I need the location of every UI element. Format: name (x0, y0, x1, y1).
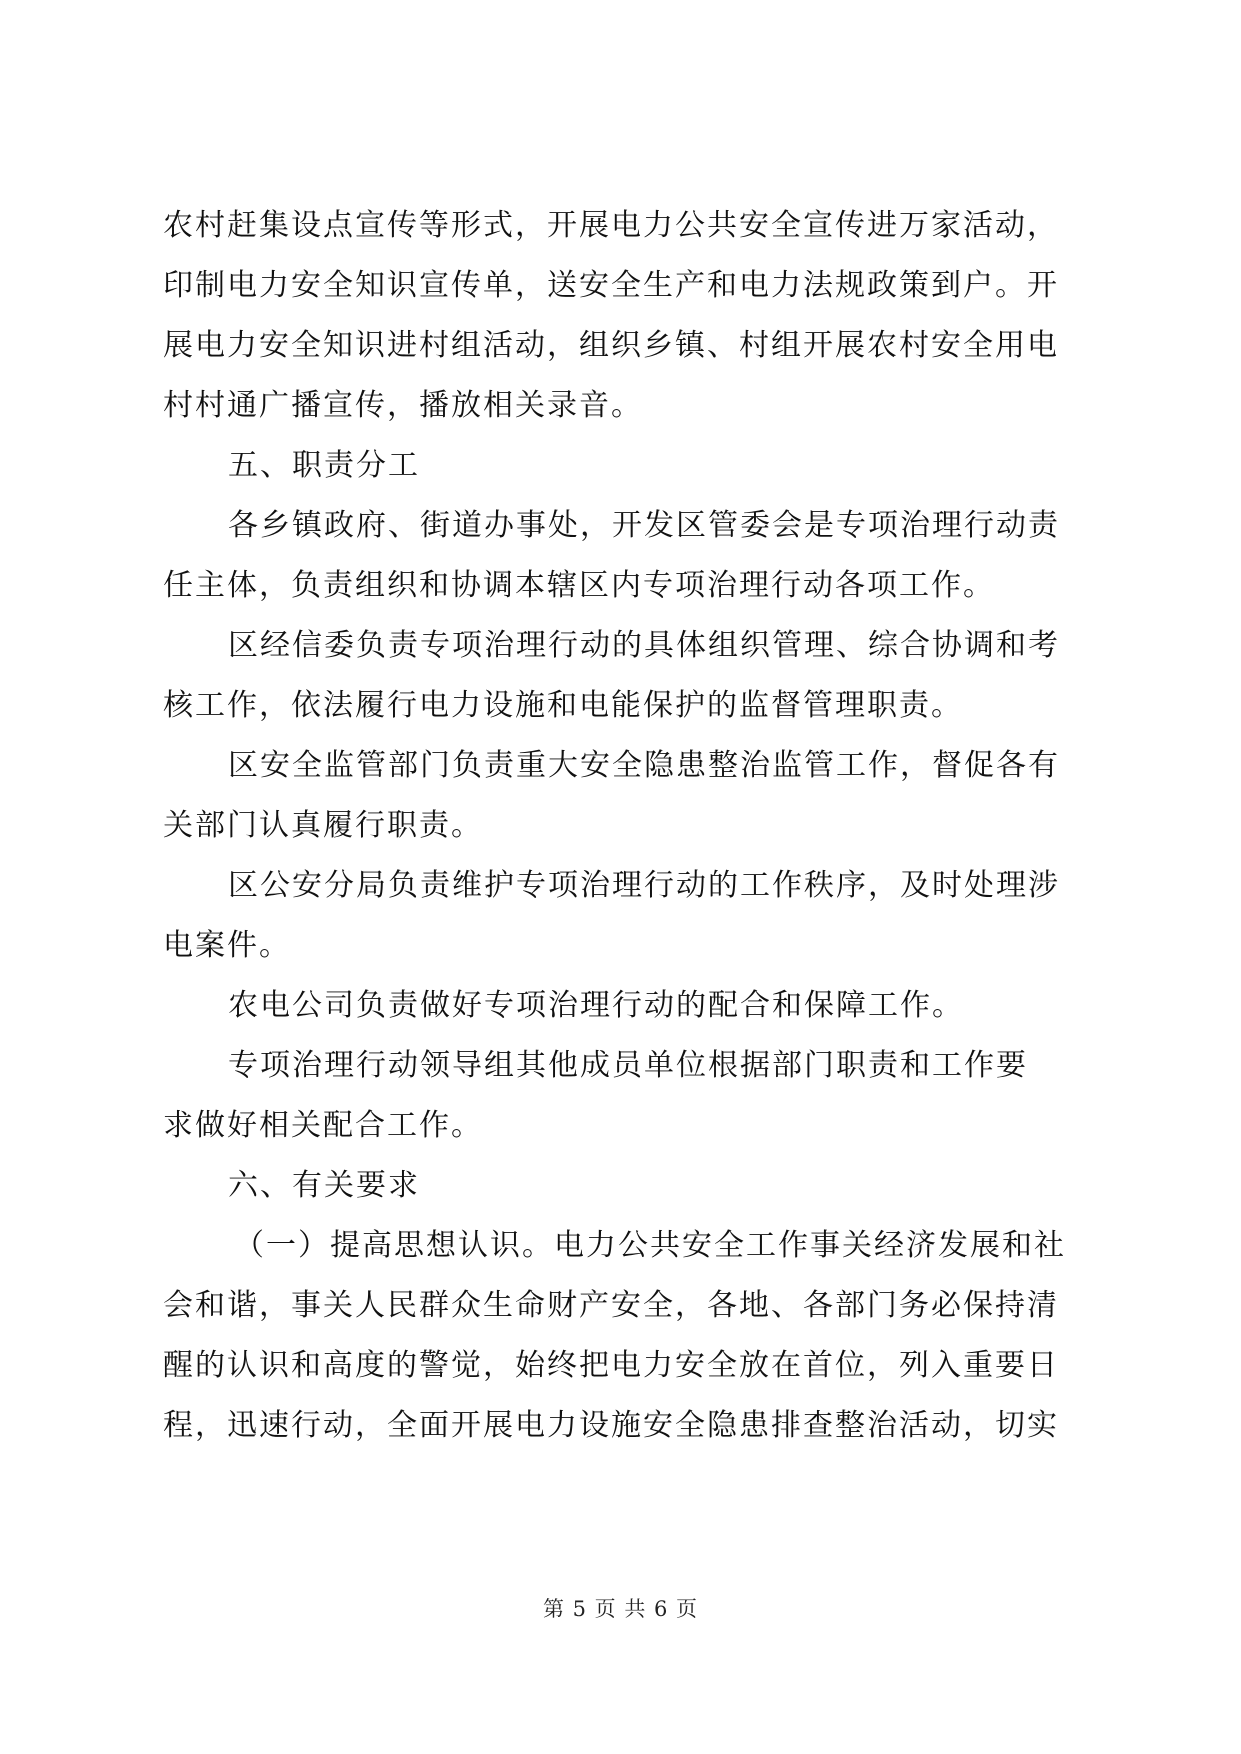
text-line: 专项治理行动领导组其他成员单位根据部门职责和工作要 (228, 1048, 1028, 1083)
text-line: 醒的认识和高度的警觉，始终把电力安全放在首位，列入重要日 (163, 1348, 1059, 1383)
text-line: 电案件。 (163, 928, 291, 963)
text-line: 求做好相关配合工作。 (163, 1108, 483, 1143)
text-line: 区经信委负责专项治理行动的具体组织管理、综合协调和考 (228, 628, 1060, 663)
section-heading: 五、职责分工 (228, 448, 420, 483)
text-line: 展电力安全知识进村组活动，组织乡镇、村组开展农村安全用电 (163, 328, 1059, 363)
text-line: 各乡镇政府、街道办事处，开发区管委会是专项治理行动责 (228, 508, 1060, 543)
text-line: 关部门认真履行职责。 (163, 808, 483, 843)
text-line: 印制电力安全知识宣传单，送安全生产和电力法规政策到户。开 (163, 268, 1059, 303)
text-line: 农电公司负责做好专项治理行动的配合和保障工作。 (228, 988, 964, 1023)
section-heading: 六、有关要求 (228, 1168, 420, 1203)
text-line: 程，迅速行动，全面开展电力设施安全隐患排查整治活动，切实 (163, 1408, 1059, 1443)
document-body (163, 196, 1080, 1456)
text-line: 区公安分局负责维护专项治理行动的工作秩序，及时处理涉 (228, 868, 1060, 903)
text-line: 区安全监管部门负责重大安全隐患整治监管工作，督促各有 (228, 748, 1060, 783)
text-line: 村村通广播宣传，播放相关录音。 (163, 388, 643, 423)
text-line: 核工作，依法履行电力设施和电能保护的监督管理职责。 (163, 688, 963, 723)
text-line: 任主体，负责组织和协调本辖区内专项治理行动各项工作。 (163, 568, 995, 603)
text-line: 会和谐，事关人民群众生命财产安全，各地、各部门务必保持清 (163, 1288, 1059, 1323)
text-line: （一）提高思想认识。电力公共安全工作事关经济发展和社 (234, 1228, 1066, 1263)
page-number-footer: 第 5 页 共 6 页 (542, 1597, 699, 1621)
text-line: 农村赶集设点宣传等形式，开展电力公共安全宣传进万家活动， (163, 208, 1059, 243)
